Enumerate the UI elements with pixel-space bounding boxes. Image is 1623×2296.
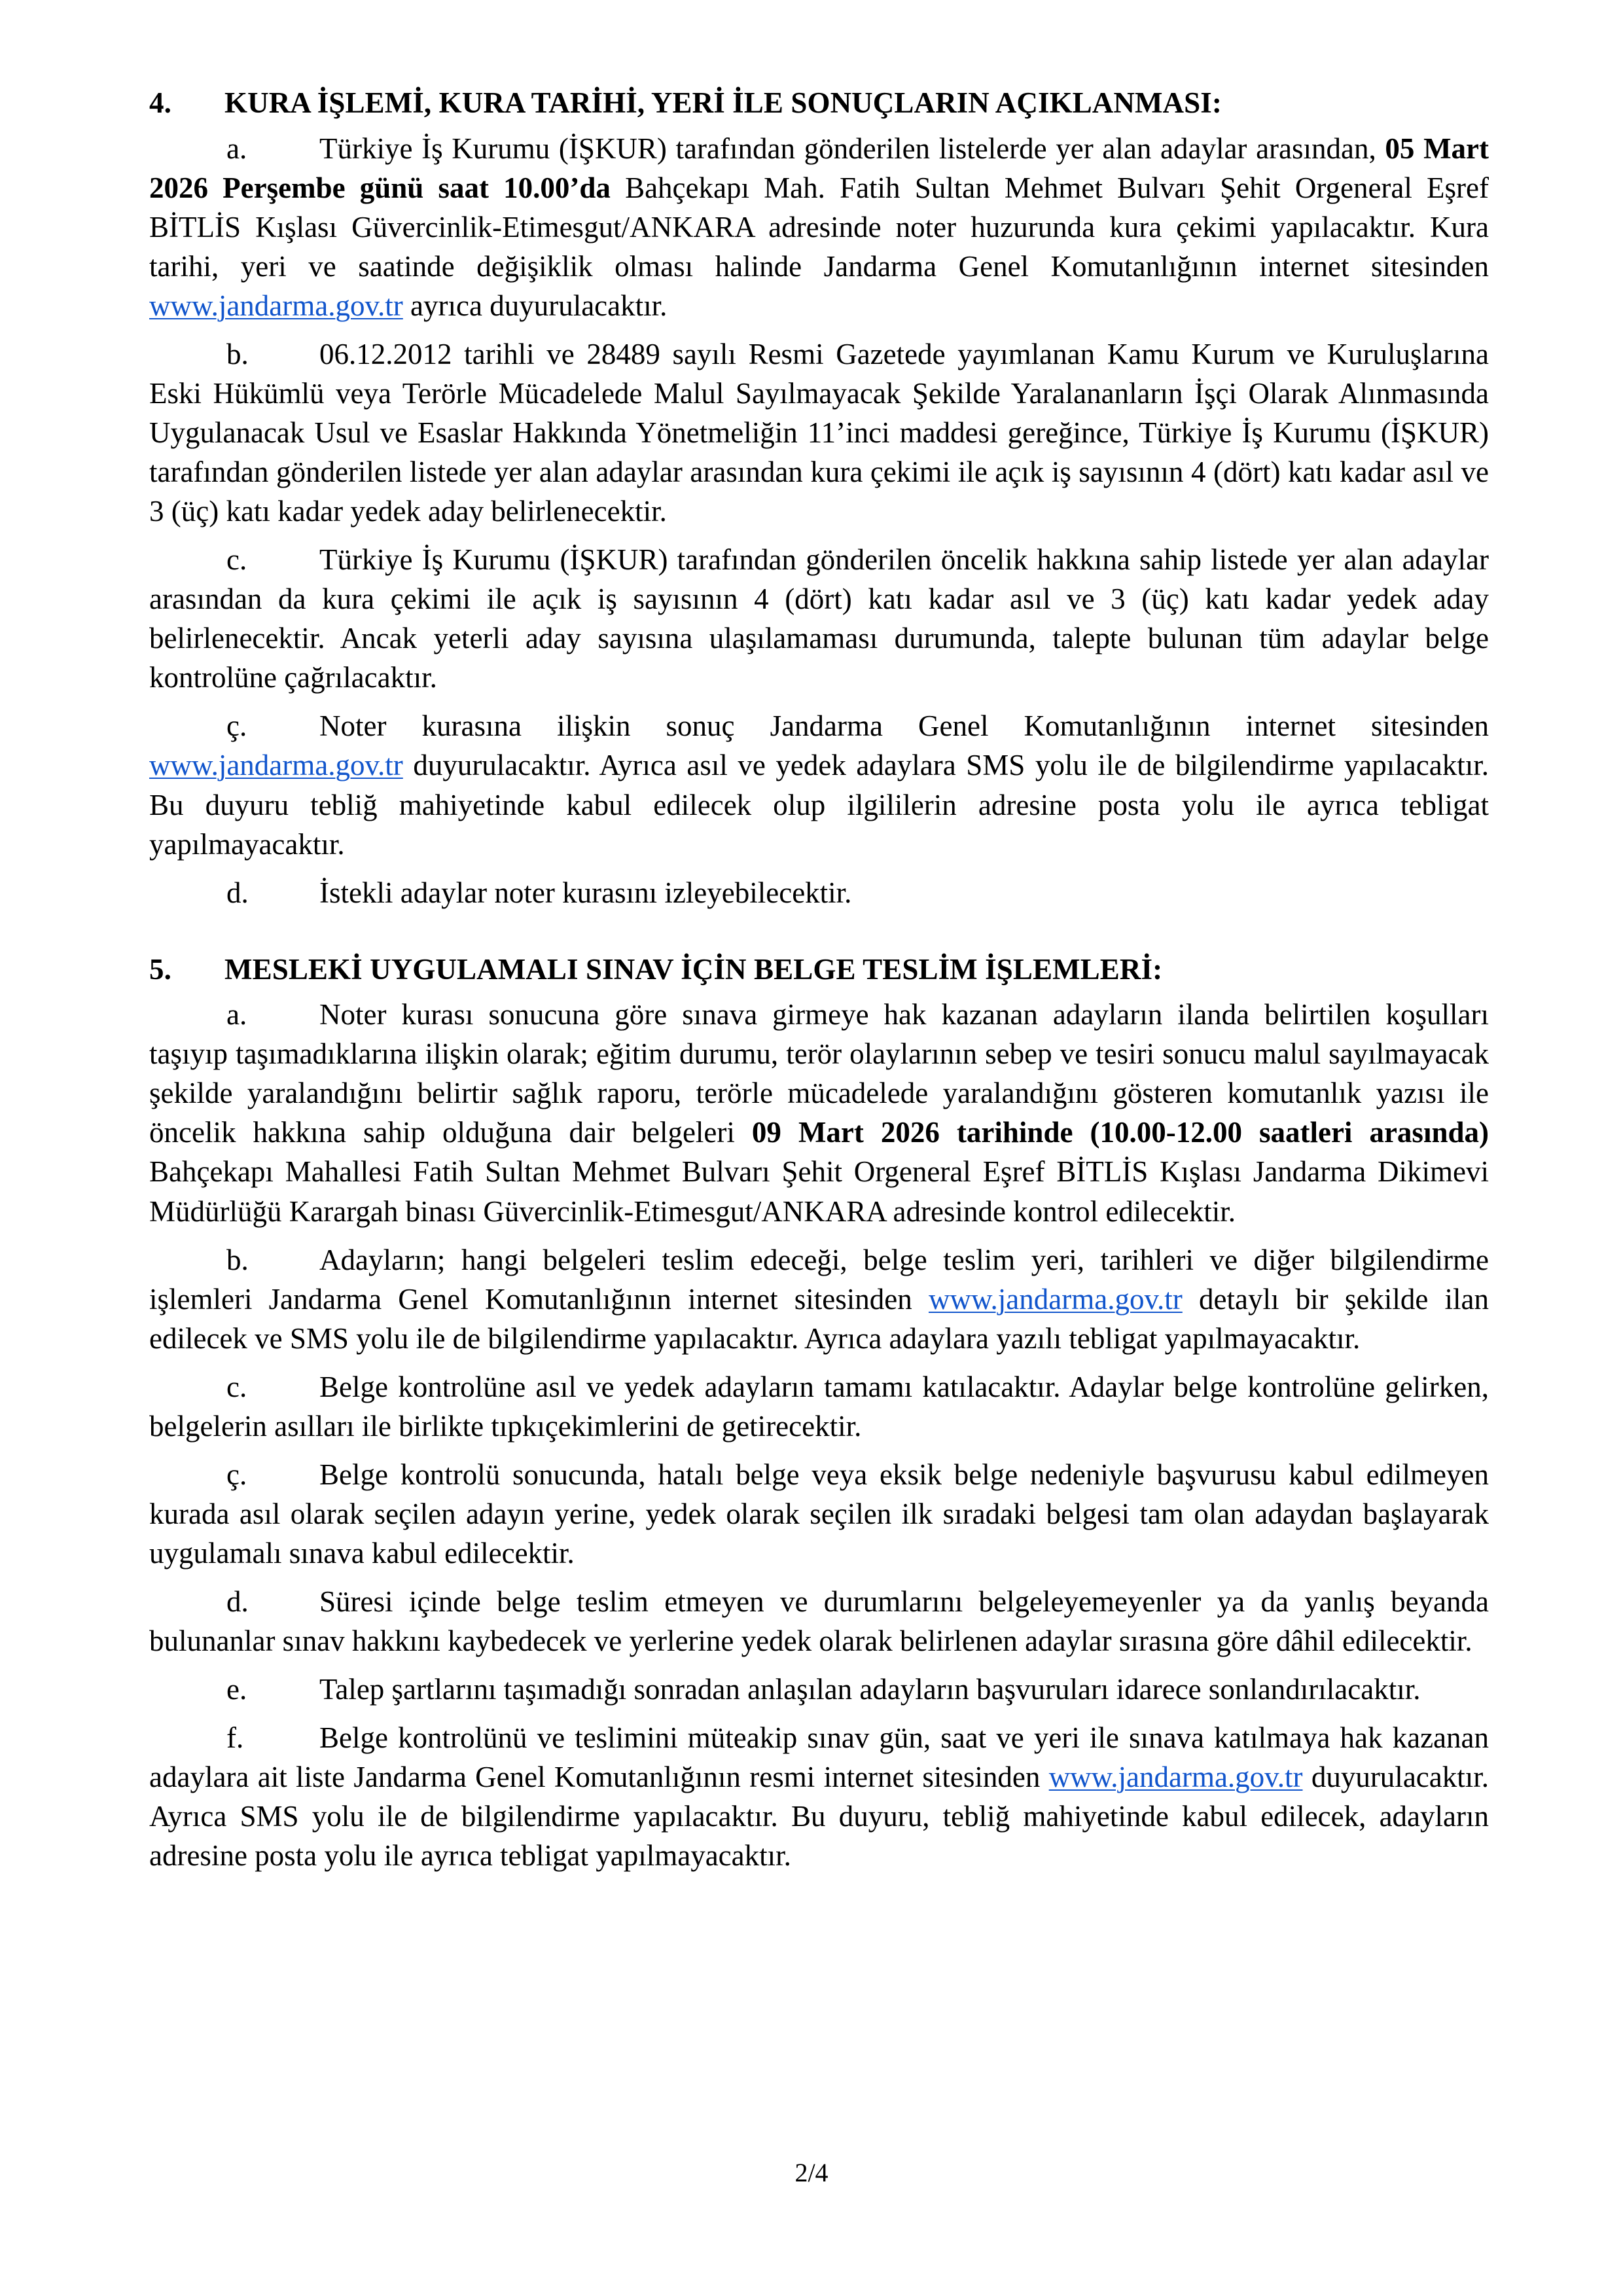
- paragraph-4d-text: İstekli adaylar noter kurasını izleyebilecektir.: [319, 876, 852, 909]
- paragraph-4a-text-1: Türkiye İş Kurumu (İŞKUR) tarafından gönderilen listelerde yer alan adaylar arasından,: [319, 132, 1385, 165]
- paragraph-marker-5e: e.: [226, 1673, 247, 1706]
- paragraph-marker-5c: c.: [226, 1370, 247, 1403]
- paragraph-5d-text: Süresi içinde belge teslim etmeyen ve durumlarını belgeleyemeyenler ya da yanlış beyanda bulunanlar sınav hakkını kaybedecek ve yerlerine yedek olarak belirlenen adaylar sırasına göre dâhil edilecektir.: [149, 1585, 1489, 1658]
- paragraph-5f-text-3: duyurulacaktır. Ayrıca SMS yolu ile de bilgilendirme yapılacaktır. Bu duyuru, tebliğ mahiyetinde kabul edilecek, adayların adresine posta yolu ile ayrıca tebligat yapılmayacaktır.: [149, 1761, 1489, 1873]
- paragraph-5b-text-3: detaylı bir şekilde ilan edilecek ve SMS yolu ile de bilgilendirme yapılacaktır. Ayrıca adaylara yazılı tebligat yapılmayacaktır.: [149, 1282, 1489, 1355]
- paragraph-4cc-text-1: Noter kurasına ilişkin sonuç Jandarma Genel Komutanlığının internet sitesinden: [319, 709, 1489, 743]
- link-jandarma-4c-cedilla[interactable]: www.jandarma.gov.tr: [149, 749, 403, 782]
- paragraph-marker-4d: d.: [226, 876, 249, 909]
- section-heading-4: [149, 84, 1489, 122]
- paragraph-marker-5f: f.: [226, 1721, 244, 1755]
- section-heading-5: [149, 950, 1489, 989]
- link-jandarma-5b[interactable]: www.jandarma.gov.tr: [928, 1282, 1183, 1316]
- paragraph-5b: [149, 1240, 1489, 1358]
- paragraph-5c: [149, 1367, 1489, 1446]
- paragraph-marker-4c: c.: [226, 543, 247, 577]
- paragraph-marker-4a: a.: [226, 132, 247, 165]
- paragraph-marker-5d: d.: [226, 1585, 249, 1619]
- paragraph-5e: [149, 1670, 1489, 1709]
- paragraph-4a-bold-date: 05 Mart 2026 Perşembe günü saat 10.00’da: [149, 132, 1489, 204]
- paragraph-4cc-text-3: duyurulacaktır. Ayrıca asıl ve yedek adaylara SMS yolu ile de bilgilendirme yapılacaktır. Bu duyuru tebliğ mahiyetinde kabul edilecek olup ilgililerin adresine posta yolu ile ayrıca tebligat yapılmayacaktır.: [149, 749, 1489, 861]
- paragraph-5cc-text: Belge kontrolü sonucunda, hatalı belge veya eksik belge nedeniyle başvurusu kabul edilmeyen kurada asıl olarak seçilen adayın yerine, yedek olarak seçilen ilk sıradaki belgesi tam olan adaydan başlayarak uygulamalı sınava kabul edilecektir.: [149, 1458, 1489, 1570]
- paragraph-5a-bold-date: 09 Mart 2026 tarihinde (10.00-12.00 saatleri arasında): [751, 1116, 1489, 1149]
- page-number: 2/4: [794, 2158, 829, 2187]
- paragraph-4b: [149, 334, 1489, 531]
- paragraph-5a: [149, 995, 1489, 1230]
- paragraph-5d: [149, 1582, 1489, 1660]
- paragraph-4b-text: 06.12.2012 tarihli ve 28489 sayılı Resmi Gazetede yayımlanan Kamu Kurum ve Kuruluşlarına Eski Hükümlü veya Terörle Mücadelede Malul Sayılmayacak Şekilde Yaralananların İşçi Olarak Alınmasında Uygulanacak Usul ve Esaslar Hakkında Yönetmeliğin 11’inci maddesi gereğince, Türkiye İş Kurumu (İŞKUR) tarafından gönderilen listede yer alan adaylar arasından kura çekimi ile açık iş sayısının 4 (dört) katı kadar asıl ve 3 (üç) katı kadar yedek aday belirlenecektir.: [149, 337, 1489, 528]
- link-jandarma-4a[interactable]: www.jandarma.gov.tr: [149, 289, 403, 322]
- paragraph-5f: [149, 1718, 1489, 1875]
- section-number-4: 4.: [149, 86, 171, 119]
- section-number-5: 5.: [149, 952, 171, 986]
- paragraph-5a-text-2: Bahçekapı Mahallesi Fatih Sultan Mehmet Bulvarı Şehit Orgeneral Eşref BİTLİS Kışlası Jandarma Dikimevi Müdürlüğü Karargah binası Güvercinlik-Etimesgut/ANKARA adresinde kontrol edilecektir.: [149, 1155, 1489, 1228]
- paragraph-4d: [149, 873, 1489, 912]
- paragraph-marker-5c-cedilla: ç.: [226, 1458, 247, 1491]
- paragraph-4a-text-2: Bahçekapı Mah. Fatih Sultan Mehmet Bulvarı Şehit Orgeneral Eşref BİTLİS Kışlası Güvercinlik-Etimesgut/ANKARA adresinde noter huzurunda kura çekimi yapılacaktır. Kura tarihi, yeri ve saatinde değişiklik olması halinde Jandarma Genel Komutanlığının internet sitesinden: [149, 171, 1489, 283]
- paragraph-marker-4b: b.: [226, 337, 249, 370]
- paragraph-4c-cedilla: [149, 706, 1489, 863]
- paragraph-marker-5a: a.: [226, 998, 247, 1031]
- paragraph-marker-4c-cedilla: ç.: [226, 709, 247, 743]
- paragraph-4a-text-3: ayrıca duyurulacaktır.: [402, 289, 668, 322]
- paragraph-marker-5b: b.: [226, 1243, 249, 1276]
- paragraph-5c-text: Belge kontrolüne asıl ve yedek adayların tamamı katılacaktır. Adaylar belge kontrolüne gelirken, belgelerin asılları ile birlikte tıpkıçekimlerini de getirecektir.: [149, 1370, 1489, 1443]
- paragraph-4c: [149, 540, 1489, 697]
- page-footer: [0, 2160, 1623, 2186]
- document-body: [149, 84, 1489, 1876]
- paragraph-5e-text: Talep şartlarını taşımadığı sonradan anlaşılan adayların başvuruları idarece sonlandırılacaktır.: [319, 1673, 1421, 1706]
- paragraph-4a: [149, 129, 1489, 325]
- section-title-4: KURA İŞLEMİ, KURA TARİHİ, YERİ İLE SONUÇLARIN AÇIKLANMASI:: [224, 86, 1222, 119]
- paragraph-5f-text-1: Belge kontrolünü ve teslimini müteakip sınav gün, saat ve yeri ile sınava katılmaya hak kazanan adaylara ait liste Jandarma Genel Komutanlığının resmi internet sitesinden: [149, 1721, 1489, 1794]
- paragraph-4c-text: Türkiye İş Kurumu (İŞKUR) tarafından gönderilen öncelik hakkına sahip listede yer alan adaylar arasından da kura çekimi ile açık iş sayısının 4 (dört) katı kadar asıl ve 3 (üç) katı kadar yedek aday belirlenecektir. Ancak yeterli aday sayısına ulaşılamaması durumunda, talepte bulunan tüm adaylar belge kontrolüne çağrılacaktır.: [149, 543, 1489, 694]
- section-title-5: MESLEKİ UYGULAMALI SINAV İÇİN BELGE TESLİM İŞLEMLERİ:: [224, 952, 1163, 986]
- paragraph-5b-text-1: Adayların; hangi belgeleri teslim edeceği, belge teslim yeri, tarihleri ve diğer bilgilendirme işlemleri Jandarma Genel Komutanlığının internet sitesinden: [149, 1243, 1489, 1316]
- paragraph-5c-cedilla: [149, 1455, 1489, 1573]
- link-jandarma-5f[interactable]: www.jandarma.gov.tr: [1048, 1761, 1303, 1794]
- paragraph-5a-text-1: Noter kurası sonucuna göre sınava girmeye hak kazanan adayların ilanda belirtilen koşulları taşıyıp taşımadıklarına ilişkin olarak; eğitim durumu, terör olaylarının sebep ve tesiri sonucu malul sayılmayacak şekilde yaralandığını belirtir sağlık raporu, terörle mücadelede yaralandığını gösteren komutanlık yazısı ile öncelik hakkına sahip olduğuna dair belgeleri: [149, 998, 1489, 1149]
